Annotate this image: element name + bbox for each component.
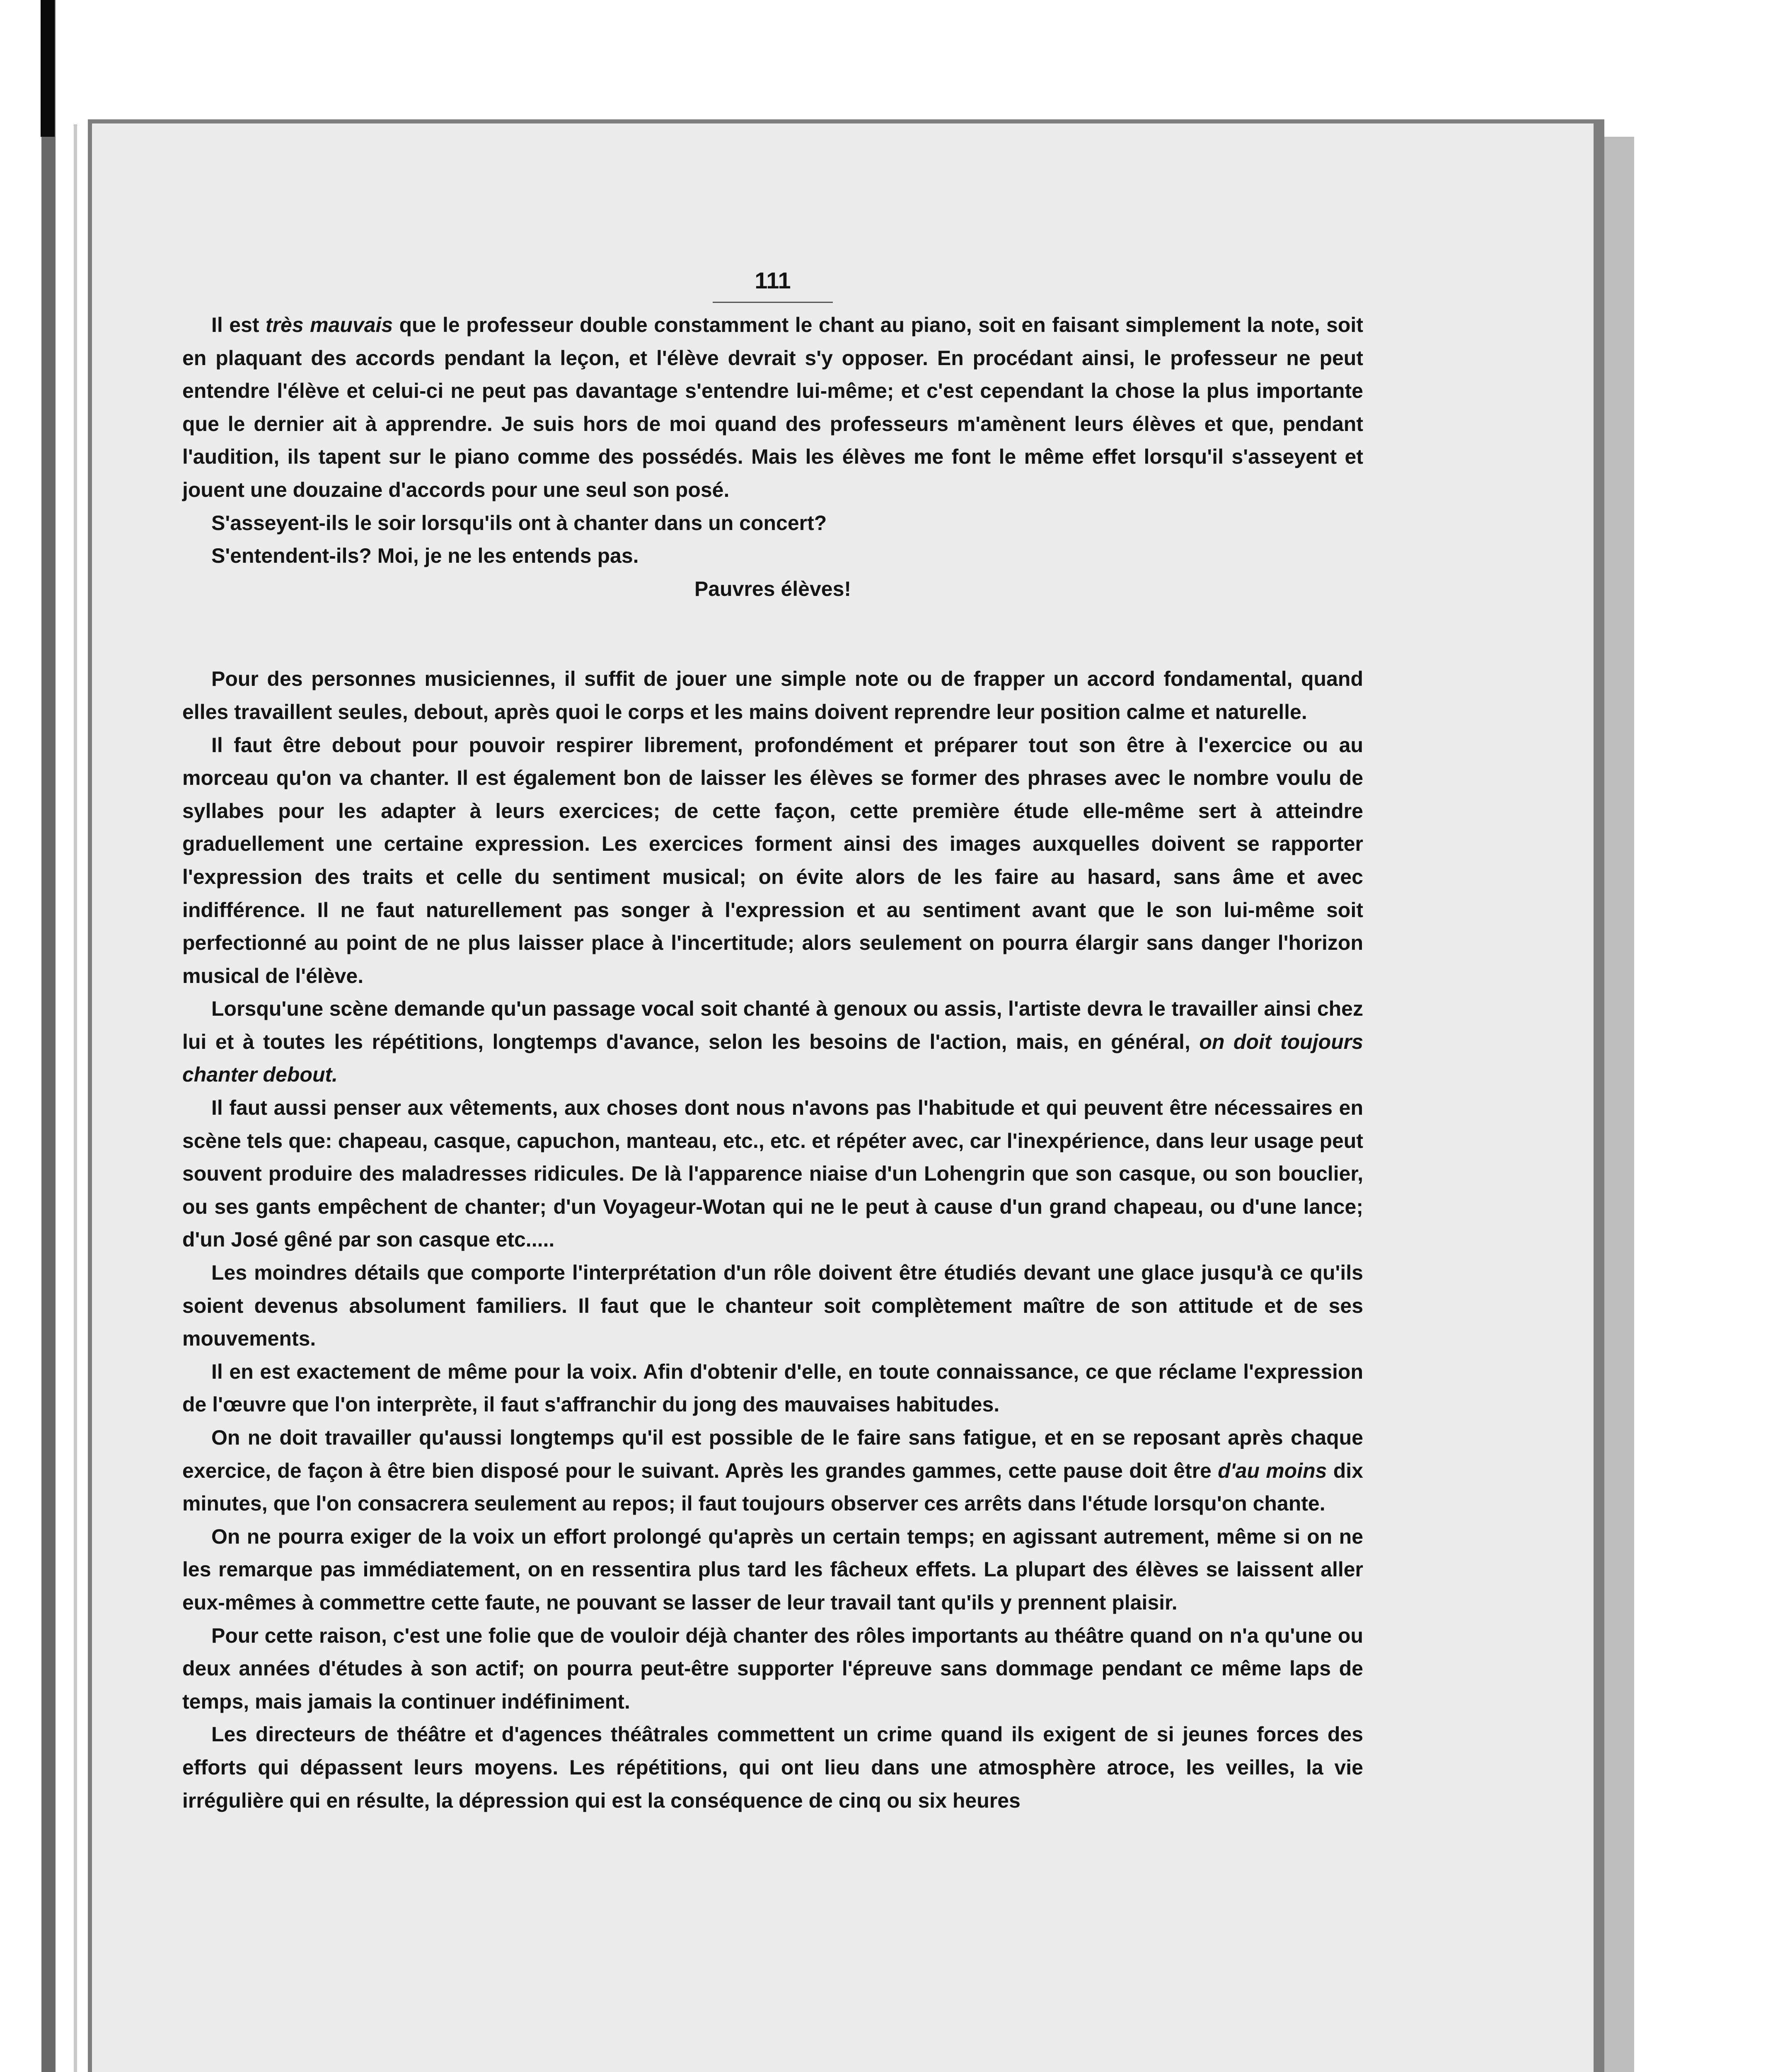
centered-exclamation: Pauvres élèves! xyxy=(694,577,851,600)
paragraph: Il faut être debout pour pouvoir respirer librement, profondément et préparer tout son être à l'exercice ou au morceau qu'on va chanter. Il est également bon de laisser les élèves se former des phrases avec le nombre voulu de syllabes pour les adapter à leurs exercices; de cette façon, cette première étude elle-même sert à atteindre graduellement une certaine expression. Les exercices forment ainsi des images auxquelles doivent se rapporter l'expression des traits et celle du sentiment musical; on évite alors de les faire au hasard, sans âme et avec indifférence. Il ne faut naturellement pas songer à l'expression et au sentiment avant que le son lui-même soit perfectionné au point de ne plus laisser place à l'incertitude; alors seulement on pourra élargir sans danger l'horizon musical de l'élève. xyxy=(182,733,1363,988)
paragraph-emphasis: d'au moins xyxy=(1218,1459,1327,1482)
paragraph: Pour des personnes musiciennes, il suffit de jouer une simple note ou de frapper un accord fondamental, quand elles travaillent seules, debout, après quoi le corps et les mains doivent reprendre leur position calme et naturelle. xyxy=(182,667,1363,724)
paragraph xyxy=(182,1421,1363,1520)
paragraph-text: Il est xyxy=(211,313,266,336)
paragraph-emphasis: très mauvais xyxy=(265,313,393,336)
paragraph: Les moindres détails que comporte l'interprétation d'un rôle doivent être étudiés devant une glace jusqu'à ce qu'ils soient devenus absolument familiers. Il faut que le chanteur soit complètement maître de son attitude et de ses mouvements. xyxy=(182,1261,1363,1351)
paragraph: Il faut aussi penser aux vêtements, aux choses dont nous n'avons pas l'habitude et qui peuvent être nécessaires en scène tels que: chapeau, casque, capuchon, manteau, etc., etc. et répéter avec, car l'inexpérience, dans leur usage peut souvent produire des maladresses ridicules. De là l'apparence niaise d'un Lohengrin que son casque, ou son bouclier, ou ses gants empêchent de chanter; d'un Voyageur-Wotan qui ne le peut à cause d'un grand chapeau, ou d'une lance; d'un José gêné par son casque etc..... xyxy=(182,1096,1363,1251)
paragraph-text: dix minutes, que l'on consacrera seulement au repos; il faut toujours observer ces arrêts dans l'étude lorsqu'on chante. xyxy=(182,1459,1363,1515)
paragraph: Pour cette raison, c'est une folie que de vouloir déjà chanter des rôles importants au théâtre quand on n'a qu'une ou deux années d'études à son actif; on pourra peut-être supporter l'épreuve sans dommage pendant ce même laps de temps, mais jamais la continuer indéfiniment. xyxy=(182,1624,1363,1713)
binding-bar xyxy=(41,0,56,2072)
text-block xyxy=(182,265,1363,1817)
paragraph: Les directeurs de théâtre et d'agences théâtrales commettent un crime quand ils exigent de si jeunes forces des efforts qui dépassent leurs moyens. Les répétitions, qui ont lieu dans une atmosphère atroce, les veilles, la vie irrégulière qui en résulte, la dépression qui est la conséquence de cinq ou six heures xyxy=(182,1723,1363,1812)
binding-bar-top xyxy=(41,0,55,137)
paragraph xyxy=(182,992,1363,1092)
paragraph-text: Lorsqu'une scène demande qu'un passage vocal soit chanté à genoux ou assis, l'artiste devra le travailler ainsi chez lui et à toutes les répétitions, longtemps d'avance, selon les besoins de l'action, mais, en général, xyxy=(182,997,1363,1053)
paragraph-text: que le professeur double constamment le chant au piano, soit en faisant simplement la note, soit en plaquant des accords pendant la leçon, et l'élève devrait s'y opposer. En procédant ainsi, le professeur ne peut entendre l'élève et celui-ci ne peut pas davantage s'entendre lui-même; et c'est cependant la chose la plus importante que le dernier ait à apprendre. Je suis hors de moi quand des professeurs m'amènent leurs élèves et que, pendant l'audition, ils tapent sur le piano comme des possédés. Mais les élèves me font le même effet lorsqu'il s'asseyent et jouent une douzaine d'accords pour une seul son posé. xyxy=(182,313,1363,501)
paragraph-emphasis: on doit toujours chanter debout. xyxy=(182,1030,1364,1087)
paragraph: S'asseyent-ils le soir lorsqu'ils ont à chanter dans un concert? xyxy=(211,511,827,535)
paragraph: S'entendent-ils? Moi, je ne les entends pas. xyxy=(211,544,639,568)
binding-edge xyxy=(74,124,77,2072)
paragraph: On ne pourra exiger de la voix un effort prolongé qu'après un certain temps; en agissant autrement, même si on ne les remarque pas immédiatement, on en ressentira plus tard les fâcheux effets. La plupart des élèves se laissent aller eux-mêmes à commettre cette faute, ne pouvant se lasser de leur travail tant qu'ils y prennent plaisir. xyxy=(182,1525,1363,1614)
paragraph: Il en est exactement de même pour la voix. Afin d'obtenir d'elle, en toute connaissance, ce que réclame l'expression de l'œuvre que l'on interprète, il faut s'affranchir du jong des mauvaises habitudes. xyxy=(182,1360,1363,1416)
section-gap xyxy=(182,605,1363,663)
paragraph xyxy=(182,309,1363,507)
page-number-rule xyxy=(713,302,833,303)
page-number: 111 xyxy=(755,267,791,293)
paragraph-text: On ne doit travailler qu'aussi longtemps qu'il est possible de le faire sans fatigue, et en se reposant après chaque exercice, de façon à être bien disposé pour le suivant. Après les grandes gammes, cette pause doit être xyxy=(182,1426,1363,1482)
